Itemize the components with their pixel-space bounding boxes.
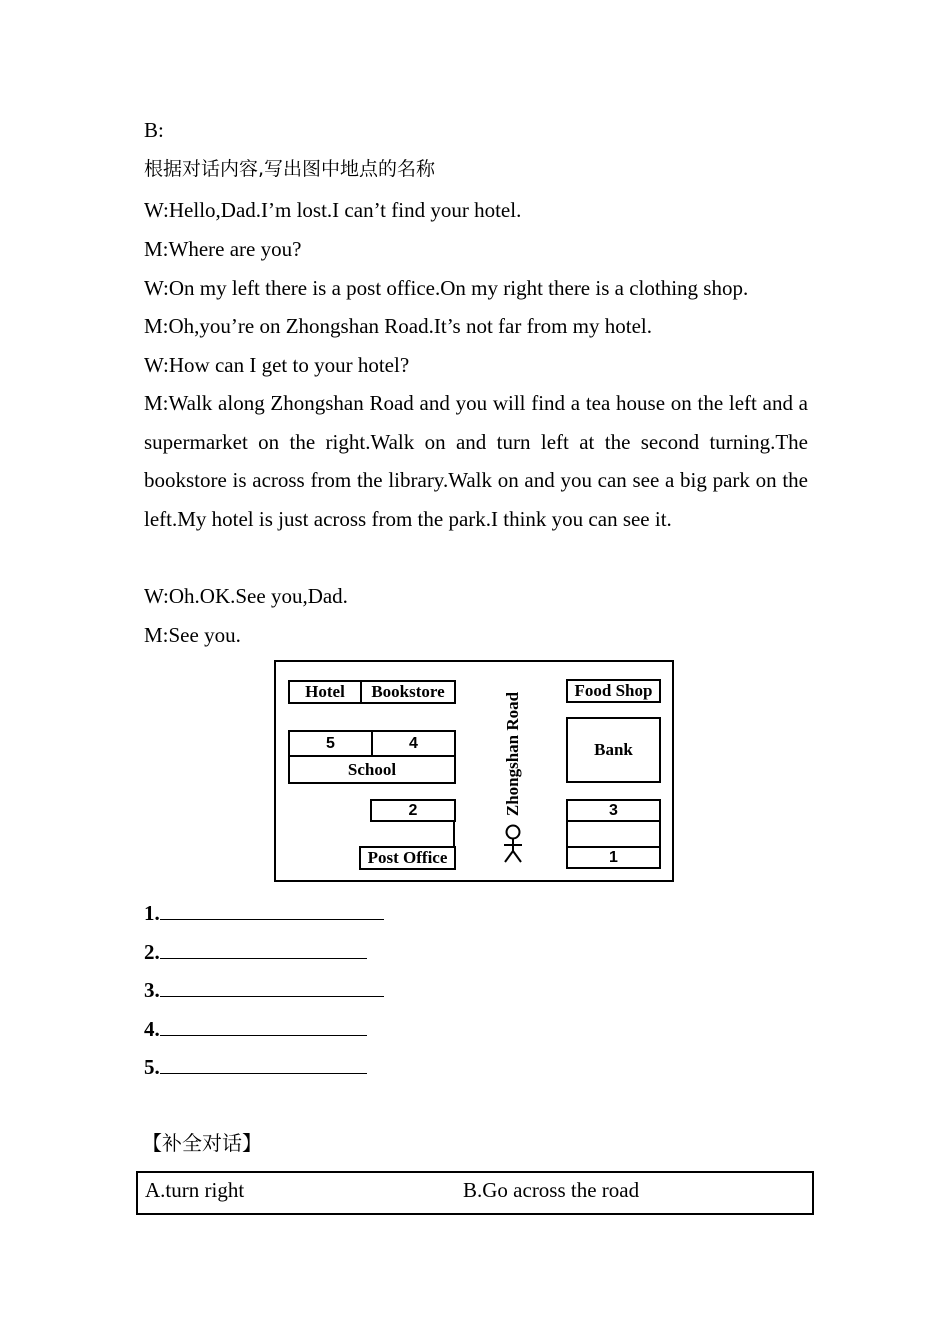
school-side-wall [453,820,455,848]
options-box [136,1171,814,1215]
answer-line[interactable] [160,897,384,920]
dialogue-line-1: W:Hello,Dad.I’m lost.I can’t find your hotel. [144,198,522,222]
blank-number: 2. [144,940,160,964]
person-icon [501,824,525,869]
blank-number: 4. [144,1017,160,1041]
box-4: 4 [371,730,456,757]
middle-right-wall [566,820,568,848]
blank-2 [144,936,367,966]
middle-right-wall-2 [659,820,661,848]
box-2: 2 [370,799,456,822]
option-a: A.turn right [145,1178,245,1202]
section-label: B: [144,118,164,142]
bookstore-box: Bookstore [360,680,456,704]
answer-line[interactable] [160,936,367,959]
food-shop-box: Food Shop [566,679,661,703]
dialogue-paragraph: M:Walk along Zhongshan Road and you will find a tea house on the left and a supermarket on the right.Walk on and turn left at the second turning.The bookstore is across from the library.Walk on and you can see a big park on the left.My hotel is just across from the park.I think you can see it. [144,391,808,531]
post-office-box: Post Office [359,846,456,870]
answer-line[interactable] [160,1013,367,1036]
dialogue-line-8: M:See you. [144,623,241,647]
blank-number: 3. [144,978,160,1002]
blank-number: 1. [144,901,160,925]
answer-line[interactable] [160,974,384,997]
dialogue-line-2: M:Where are you? [144,237,302,261]
blank-5 [144,1051,367,1081]
school-box: School [288,755,456,784]
blank-3 [144,974,384,1004]
blank-1 [144,897,384,927]
dialogue-line-3: W:On my left there is a post office.On my right there is a clothing shop. [144,276,749,300]
box-5: 5 [288,730,373,757]
box-3: 3 [566,799,661,822]
road-label: Zhongshan Road [503,691,522,817]
dialogue-line-5: W:How can I get to your hotel? [144,353,410,377]
instruction: 根据对话内容,写出图中地点的名称 [144,158,436,180]
street-map [274,660,674,882]
hotel-box: Hotel [288,680,362,704]
blank-4 [144,1013,367,1043]
complete-dialogue-title: 【补全对话】 [142,1131,262,1155]
answer-line[interactable] [160,1051,367,1074]
bank-box: Bank [566,717,661,783]
dialogue-line-4: M:Oh,you’re on Zhongshan Road.It’s not far from my hotel. [144,314,652,338]
option-b: B.Go across the road [463,1178,640,1202]
dialogue-line-7: W:Oh.OK.See you,Dad. [144,584,348,608]
blank-number: 5. [144,1055,160,1079]
box-1: 1 [566,846,661,869]
